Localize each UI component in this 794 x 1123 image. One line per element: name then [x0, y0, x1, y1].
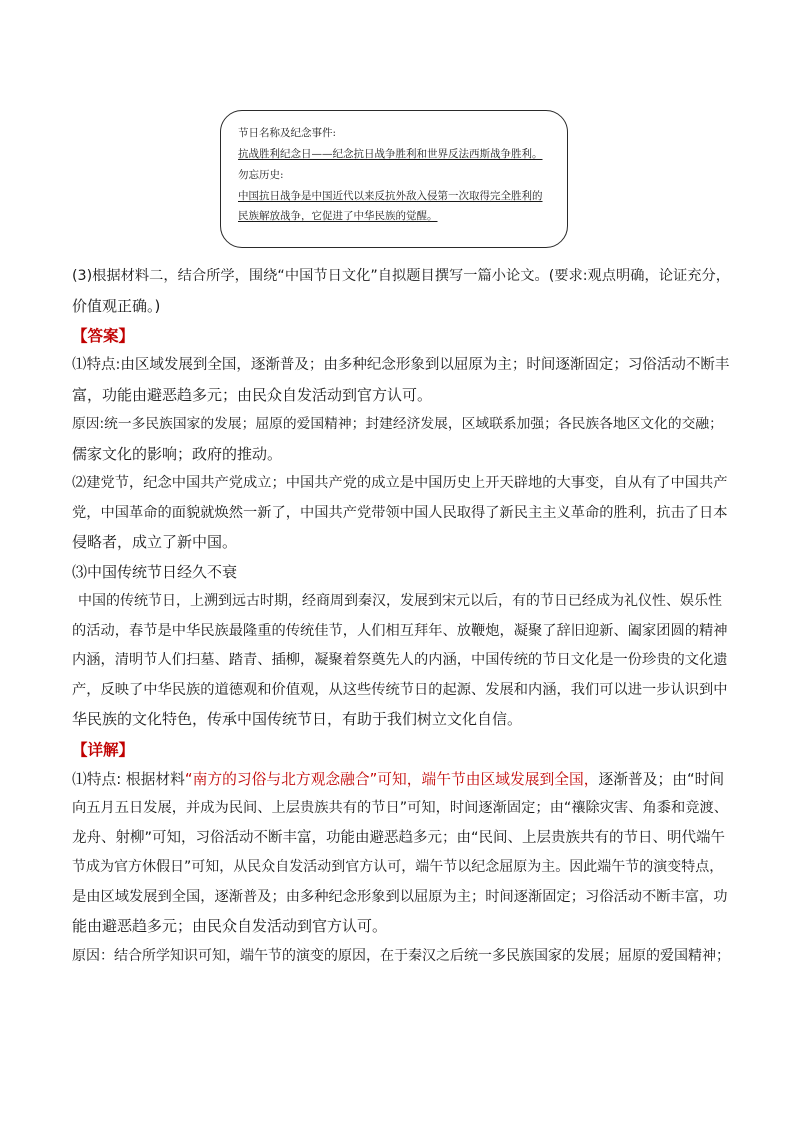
answer-1-line-4: 儒家文化的影响；政府的推动。: [72, 444, 283, 463]
callout-line-festival: 抗战胜利纪念日——纪念抗日战争胜利和世界反法西斯战争胜利。: [238, 148, 543, 160]
question-3-line-2: 价值观正确。): [72, 296, 161, 315]
callout-label-history: 勿忘历史:: [238, 169, 284, 181]
answer-1-line-2: 富，功能由避恶趋多元；由民众自发活动到官方认可。: [72, 385, 433, 404]
answer-3-title: ⑶中国传统节日经久不衰: [72, 562, 238, 581]
answer-3-line-5: 华民族的文化特色，传承中国传统节日，有助于我们树立文化自信。: [72, 710, 523, 728]
detail-line-1-lead: ⑴特点: 根据材料: [72, 770, 185, 788]
detail-line-2: 向五月五日发展，并成为民间、上层贵族共有的节日”可知，时间逐渐固定；由“禳除灾害、角黍和竞渡、: [72, 800, 729, 816]
callout-label-festival: 节日名称及纪念事件:: [238, 127, 337, 139]
callout-line-history-1: 中国抗日战争是中国近代以来反抗外敌入侵第一次取得完全胜利的: [238, 190, 543, 202]
detail-line-3: 龙舟、射柳”可知，习俗活动不断丰富，功能由避恶趋多元；由“民间、上层贵族共有的节日、明代端午: [72, 829, 726, 846]
detail-line-7: 原因：结合所学知识可知，端午节的演变的原因，在于秦汉之后统一多民族国家的发展；屈原的爱国精神；: [72, 947, 730, 964]
detail-line-1-quote: “南方的习俗与北方观念融合”可知，端午节由区域发展到全国，: [184, 770, 599, 788]
document-body: [72, 262, 732, 971]
question-3-line-1: (3)根据材料二，结合所学，围绕“中国节日文化”自拟题目撰写一篇小论文。(要求:观点明确，论证充分，: [72, 268, 731, 284]
detail-line-4: 节成为官方休假日”可知，从民众自发活动到官方认可，端午节以纪念屈原为主。因此端午节的演变特点，: [72, 859, 724, 875]
detail-line-5: 是由区域发展到全国，逐渐普及；由多种纪念形象到以屈原为主；时间逐渐固定；习俗活动不断丰富，功: [72, 888, 728, 905]
answer-2-line-1: ⑵建党节，纪念中国共产党成立；中国共产党的成立是中国历史上开天辟地的大事变，自从有了中国共产: [72, 475, 728, 491]
answer-3-line-3: 内涵，清明节人们扫墓、踏青、插柳，凝聚着祭奠先人的内涵，中国传统的节日文化是一份珍贵的文化遗: [72, 652, 728, 668]
answer-heading: 【答案】: [72, 327, 135, 345]
detail-line-6: 能由避恶趋多元；由民众自发活动到官方认可。: [72, 917, 388, 935]
answer-3-line-4: 产，反映了中华民族的道德观和价值观，从这些传统节日的起源、发展和内涵，我们可以进一步认识到中: [72, 681, 728, 698]
answer-3-line-1: 中国的传统节日，上溯到远古时期，经商周到秦汉，发展到宋元以后，有的节日已经成为礼仪性、娱乐性: [78, 593, 722, 609]
detail-line-1: [72, 765, 732, 795]
detail-heading: 【详解】: [72, 740, 135, 759]
answer-2-line-3: 侵略者，成立了新中国。: [72, 533, 238, 551]
detail-line-1-tail: 逐渐普及；由“时间: [598, 770, 725, 788]
answer-1-line-1: ⑴特点:由区域发展到全国，逐渐普及；由多种纪念形象到以屈原为主；时间逐渐固定；习俗活动不断丰: [72, 357, 730, 373]
callout-line-history-2: 民族解放战争，它促进了中华民族的觉醒。: [238, 210, 438, 222]
answer-1-line-3: 原因:统一多民族国家的发展；屈原的爱国精神；封建经济发展，区域联系加强；各民族各地区文化的交融；: [72, 416, 723, 432]
answer-2-line-2: 党，中国革命的面貌就焕然一新了，中国共产党带领中国人民取得了新民主主义革命的胜利，抗击了日本: [72, 504, 728, 521]
answer-3-line-2: 的活动，春节是中华民族最隆重的传统佳节，人们相互拜年、放鞭炮，凝聚了辞旧迎新、阖家团圆的精神: [72, 622, 728, 639]
